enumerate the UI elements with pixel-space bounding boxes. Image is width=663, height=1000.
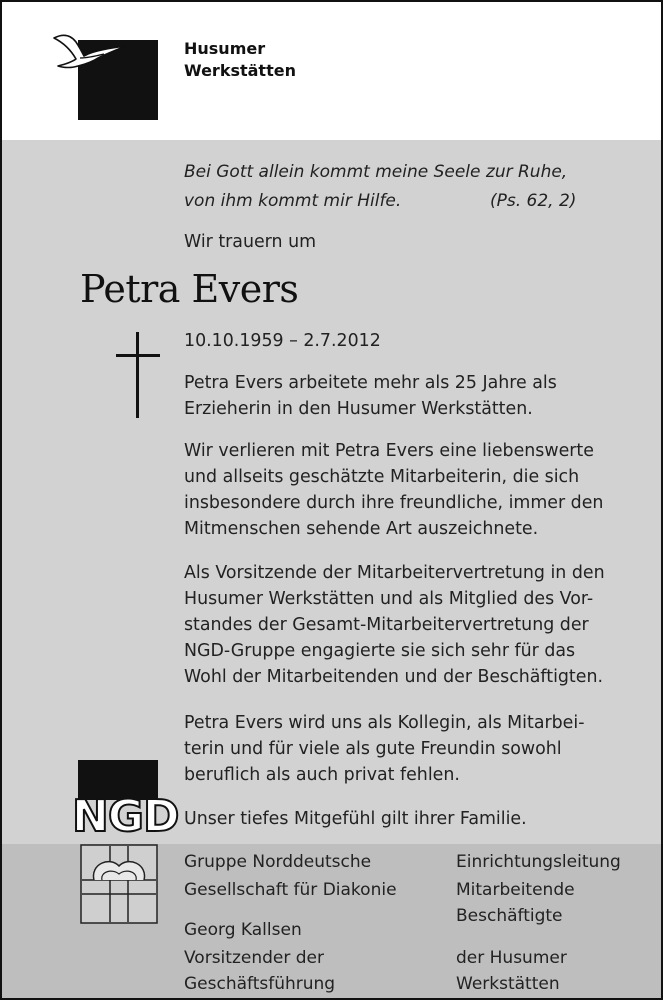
verse-line: Bei Gott allein kommt meine Seele zur Ruhe, — [184, 162, 568, 182]
verse-line: von ihm kommt mir Hilfe. — [184, 191, 402, 211]
text-line: insbesondere durch ihre freundliche, immer den — [184, 493, 604, 513]
text-line: Unser tiefes Mitgefühl gilt ihrer Familie. — [184, 809, 527, 829]
header — [2, 2, 661, 140]
text-line: standes der Gesamt-Mitarbeitervertretung der — [184, 615, 589, 635]
footer-text: der Husumer — [456, 948, 567, 968]
footer-text: Vorsitzender der — [184, 948, 324, 968]
life-dates: 10.10.1959 – 2.7.2012 — [184, 331, 381, 351]
text-line: terin und für viele als gute Freundin sowohl — [184, 739, 562, 759]
footer-text: Mitarbeitende — [456, 880, 575, 900]
text-line: Erzieherin in den Husumer Werkstätten. — [184, 399, 533, 419]
text-line: Petra Evers arbeitete mehr als 25 Jahre als — [184, 373, 557, 393]
text-line: Mitmenschen sehende Art auszeichnete. — [184, 519, 539, 539]
verse-reference: (Ps. 62, 2) — [490, 191, 577, 211]
seagull-icon — [52, 28, 132, 72]
text-line: Wir verlieren mit Petra Evers eine liebenswerte — [184, 441, 594, 461]
text-line: Petra Evers wird uns als Kollegin, als Mitarbei- — [184, 713, 585, 733]
ngd-logo-text: NGD — [72, 791, 179, 842]
text-line: und allseits geschätzte Mitarbeiterin, die sich — [184, 467, 580, 487]
cross-icon — [116, 332, 160, 418]
text-line: NGD-Gruppe engagierte sie sich sehr für das — [184, 641, 576, 661]
text-line: beruflich als auch privat fehlen. — [184, 765, 460, 785]
text-line: Husumer Werkstätten und als Mitglied des Vor- — [184, 589, 594, 609]
footer-text: Gesellschaft für Diakonie — [184, 880, 397, 900]
footer-text: Werkstätten — [456, 974, 560, 994]
diakonie-cross-icon — [80, 844, 158, 924]
text-line: Wohl der Mitarbeitenden und der Beschäftigten. — [184, 667, 604, 687]
footer-text: Einrichtungsleitung — [456, 852, 621, 872]
org-name-line: Husumer — [184, 39, 266, 58]
footer-text: Beschäftigte — [456, 906, 563, 926]
deceased-name: Petra Evers — [80, 267, 299, 311]
signatory-name: Georg Kallsen — [184, 920, 302, 940]
footer-text: Geschäftsführung — [184, 974, 336, 994]
org-name — [184, 38, 296, 82]
text-line: Als Vorsitzende der Mitarbeitervertretung in den — [184, 563, 605, 583]
footer-text: Gruppe Norddeutsche — [184, 852, 372, 872]
org-name-line: Werkstätten — [184, 61, 296, 80]
intro-text: Wir trauern um — [184, 232, 317, 252]
